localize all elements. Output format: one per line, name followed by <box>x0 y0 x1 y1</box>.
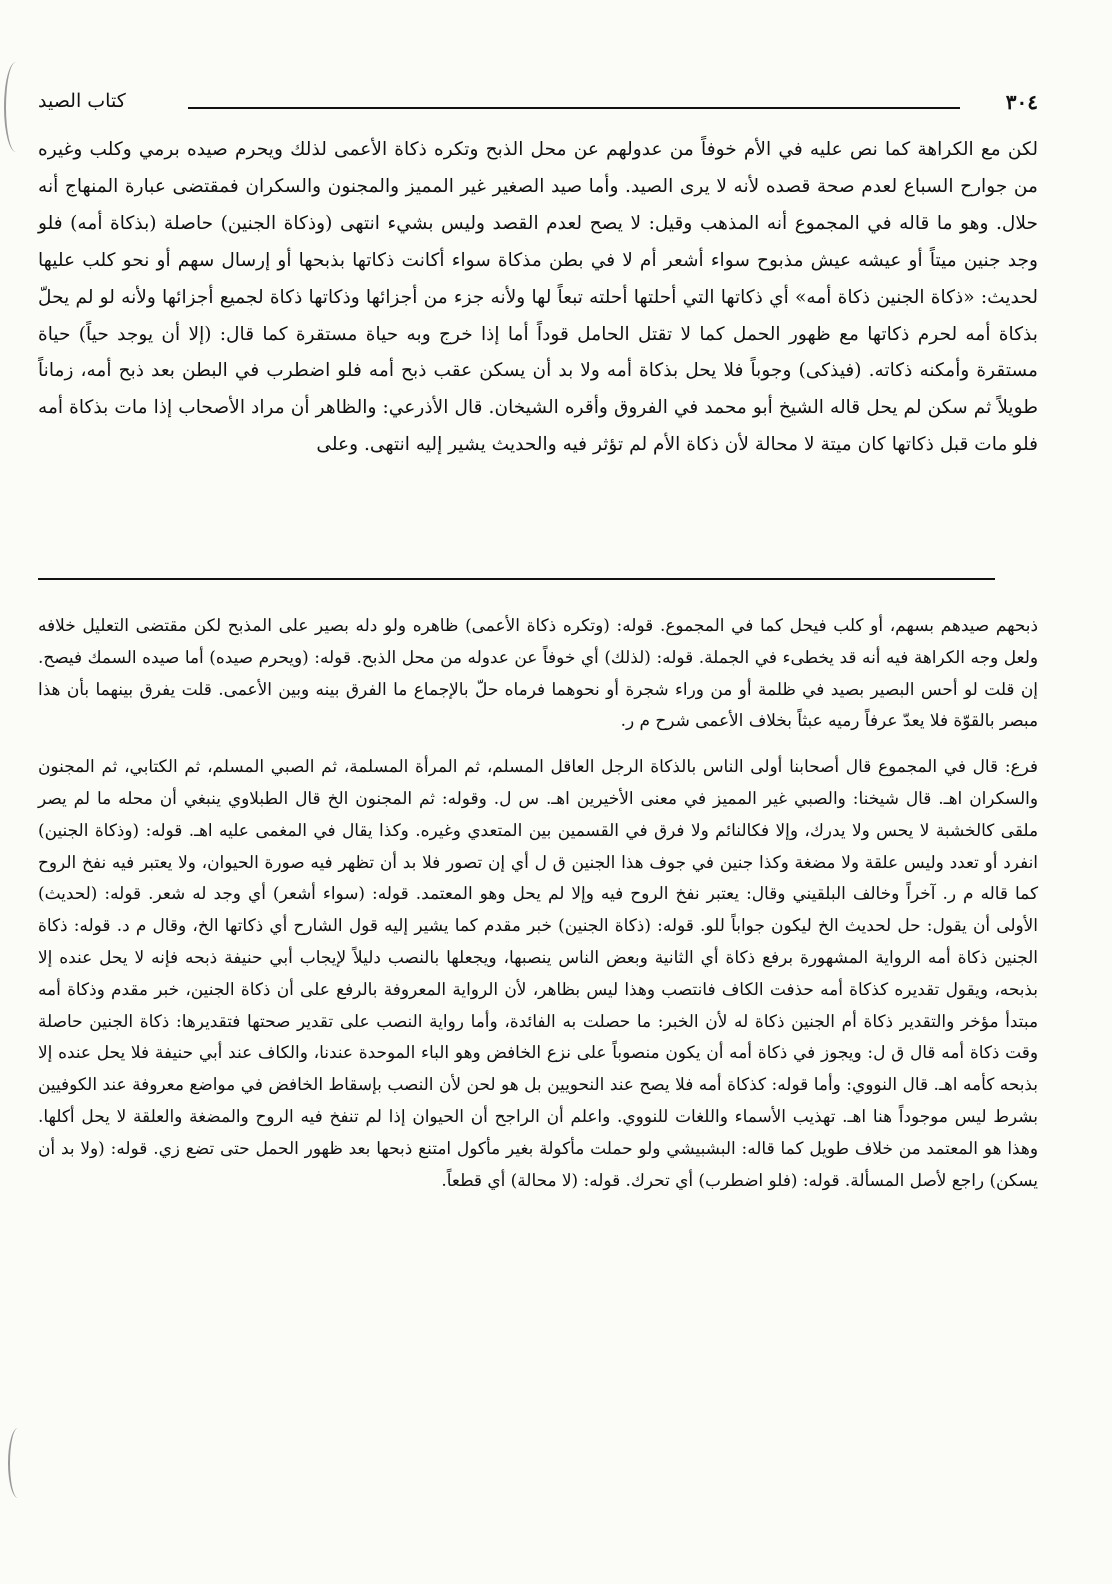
main-text: لكن مع الكراهة كما نص عليه في الأم خوفاً من عدولهم عن محل الذبح وتكره ذكاة الأعمى لذلك ويحرم صيده برمي وكلب وغيره من جوارح السباع لعدم صحة قصده لأنه لا يرى الصيد. وأما صيد الصغير غير المميز والمجنون والسكران فمقتضى عبارة المنهاج أنه حلال. وهو ما قاله في المجموع أنه المذهب وقيل: لا يصح لعدم القصد وليس بشيء انتهى (وذكاة الجنين) حاصلة (بذكاة أمه) فلو وجد جنين ميتاً أو عيشه عيش مذبوح سواء أشعر أم لا في بطن مذكاة سواء أكانت ذكاتها بذبحها أو إرسال سهم أو نحو كلب عليها لحديث: «ذكاة الجنين ذكاة أمه» أي ذكاتها التي أحلتها أحلته تبعاً لها ولأنه جزء من أجزائها وذكاتها ذكاة لجميع أجزائها ولأنه لو لم يحلّ بذكاة أمه لحرم ذكاتها مع ظهور الحمل كما لا تقتل الحامل قوداً أما إذا خرج وبه حياة مستقرة كما قال: (إلا أن يوجد حياً) حياة مستقرة وأمكنه ذكاته. (فيذكى) وجوباً فلا يحل بذكاة أمه ولا بد أن يسكن عقب ذبح أمه فلو اضطرب في البطن بعد ذبح أمه، زماناً طويلاً ثم سكن لم يحل قاله الشيخ أبو محمد في الفروق وأقره الشيخان. قال الأذرعي: والظاهر أن مراد الأصحاب إذا مات بذكاة أمه فلو مات قبل ذكاتها كان ميتة لا محالة لأن ذكاة الأم لم تؤثر فيه والحديث يشير إليه انتهى. وعلى <box>38 139 1038 456</box>
page-number: ٣٠٤ <box>1005 90 1038 114</box>
running-title: كتاب الصيد <box>38 90 126 112</box>
header-rule <box>188 107 960 109</box>
binding-edge-mark-bottom <box>8 1428 28 1498</box>
footnotes <box>38 610 1038 1196</box>
footnote-separator <box>38 578 995 580</box>
page-header <box>38 90 1038 124</box>
binding-edge-mark <box>4 62 28 152</box>
footnote-paragraph-1: ذبحهم صيدهم بسهم، أو كلب فيحل كما في المجموع. قوله: (وتكره ذكاة الأعمى) ظاهره ولو دله بصير على المذبح لكن مقتضى التعليل خلافه ولعل وجه الكراهة فيه أنه قد يخطىء في الجملة. قوله: (لذلك) أي خوفاً عن عدوله من محل الذبح. قوله: (ويحرم صيده) أما صيده السمك فيصح. إن قلت لو أحس البصير بصيد في ظلمة أو من وراء شجرة أو نحوهما فرماه حلّ بالإجماع ما الفرق بينه وبين الأعمى. قلت يفرق بينهما بأن هذا مبصر بالقوّة فلا يعدّ عرفاً رميه عبثاً بخلاف الأعمى شرح م ر. <box>38 615 1038 731</box>
footnote-paragraph-2: فرع: قال في المجموع قال أصحابنا أولى الناس بالذكاة الرجل العاقل المسلم، ثم المرأة المسلمة، ثم الصبي المسلم، ثم الكتابي، ثم المجنون والسكران اهـ. قال شيخنا: والصبي غير المميز في معنى الأخيرين اهـ. س ل. وقوله: ثم المجنون الخ قال الطبلاوي ينبغي أن محله ما لم يصر ملقى كالخشبة لا يحس ولا يدرك، وإلا فكالنائم ولا فرق في القسمين بين المتعدي وغيره. وكذا يقال في المغمى عليه اهـ. قوله: (وذكاة الجنين) انفرد أو تعدد وليس علقة ولا مضغة وكذا جنين في جوف هذا الجنين ق ل أي إن تصور فلا بد أن تظهر فيه صورة الحيوان، ولا يعتبر فيه نفخ الروح كما قاله م ر. آخراً وخالف البلقيني وقال: يعتبر نفخ الروح فيه وإلا لم يحل وهو المعتمد. قوله: (سواء أشعر) أي وجد له شعر. قوله: (لحديث) الأولى أن يقول: حل لحديث الخ ليكون جواباً للو. قوله: (ذكاة الجنين) خبر مقدم كما يشير إليه قول الشارح أي ذكاتها الخ، وقال م د. قوله: ذكاة الجنين ذكاة أمه الرواية المشهورة برفع ذكاة أي الثانية وبعض الناس ينصبها، ويجعلها بالنصب دليلاً لإيجاب أبي حنيفة ذبحه فإنه لا يحل عنده إلا بذبحه، ويقول تقديره كذكاة أمه حذفت الكاف فانتصب وهذا ليس بظاهر، لأن الرواية المعروفة بالرفع على أن ذكاة الجنين، خبر مقدم وذكاة أمه مبتدأ مؤخر والتقدير ذكاة أم الجنين ذكاة له لأن الخبر: ما حصلت به الفائدة، وأما رواية النصب على تقدير صحتها فتقديرها: ذكاة الجنين حاصلة وقت ذكاة أمه قال ق ل: ويجوز في ذكاة أمه أن يكون منصوباً على نزع الخافض وهو الباء الموحدة عندنا، والكاف عند أبي حنيفة فلا يحل عنده إلا بذبحه كأمه اهـ. قال النووي: وأما قوله: كذكاة أمه فلا يصح عند النحويين بل هو لحن لأن النصب بإسقاط الخافض في مواضع معروفة عند الكوفيين بشرط ليس موجوداً هنا اهـ. تهذيب الأسماء واللغات للنووي. واعلم أن الراجح أن الحيوان إذا لم تنفخ فيه الروح والمضغة والعلقة لا يحل أكلها. وهذا هو المعتمد من خلاف طويل كما قاله: البشبيشي ولو حملت مأكولة بغير مأكول امتنع ذبحها بعد ظهور الحمل حتى تضع زي. قوله: (ولا بد أن يسكن) راجع لأصل المسألة. قوله: (فلو اضطرب) أي تحرك. قوله: (لا محالة) أي قطعاً. <box>38 756 1038 1190</box>
